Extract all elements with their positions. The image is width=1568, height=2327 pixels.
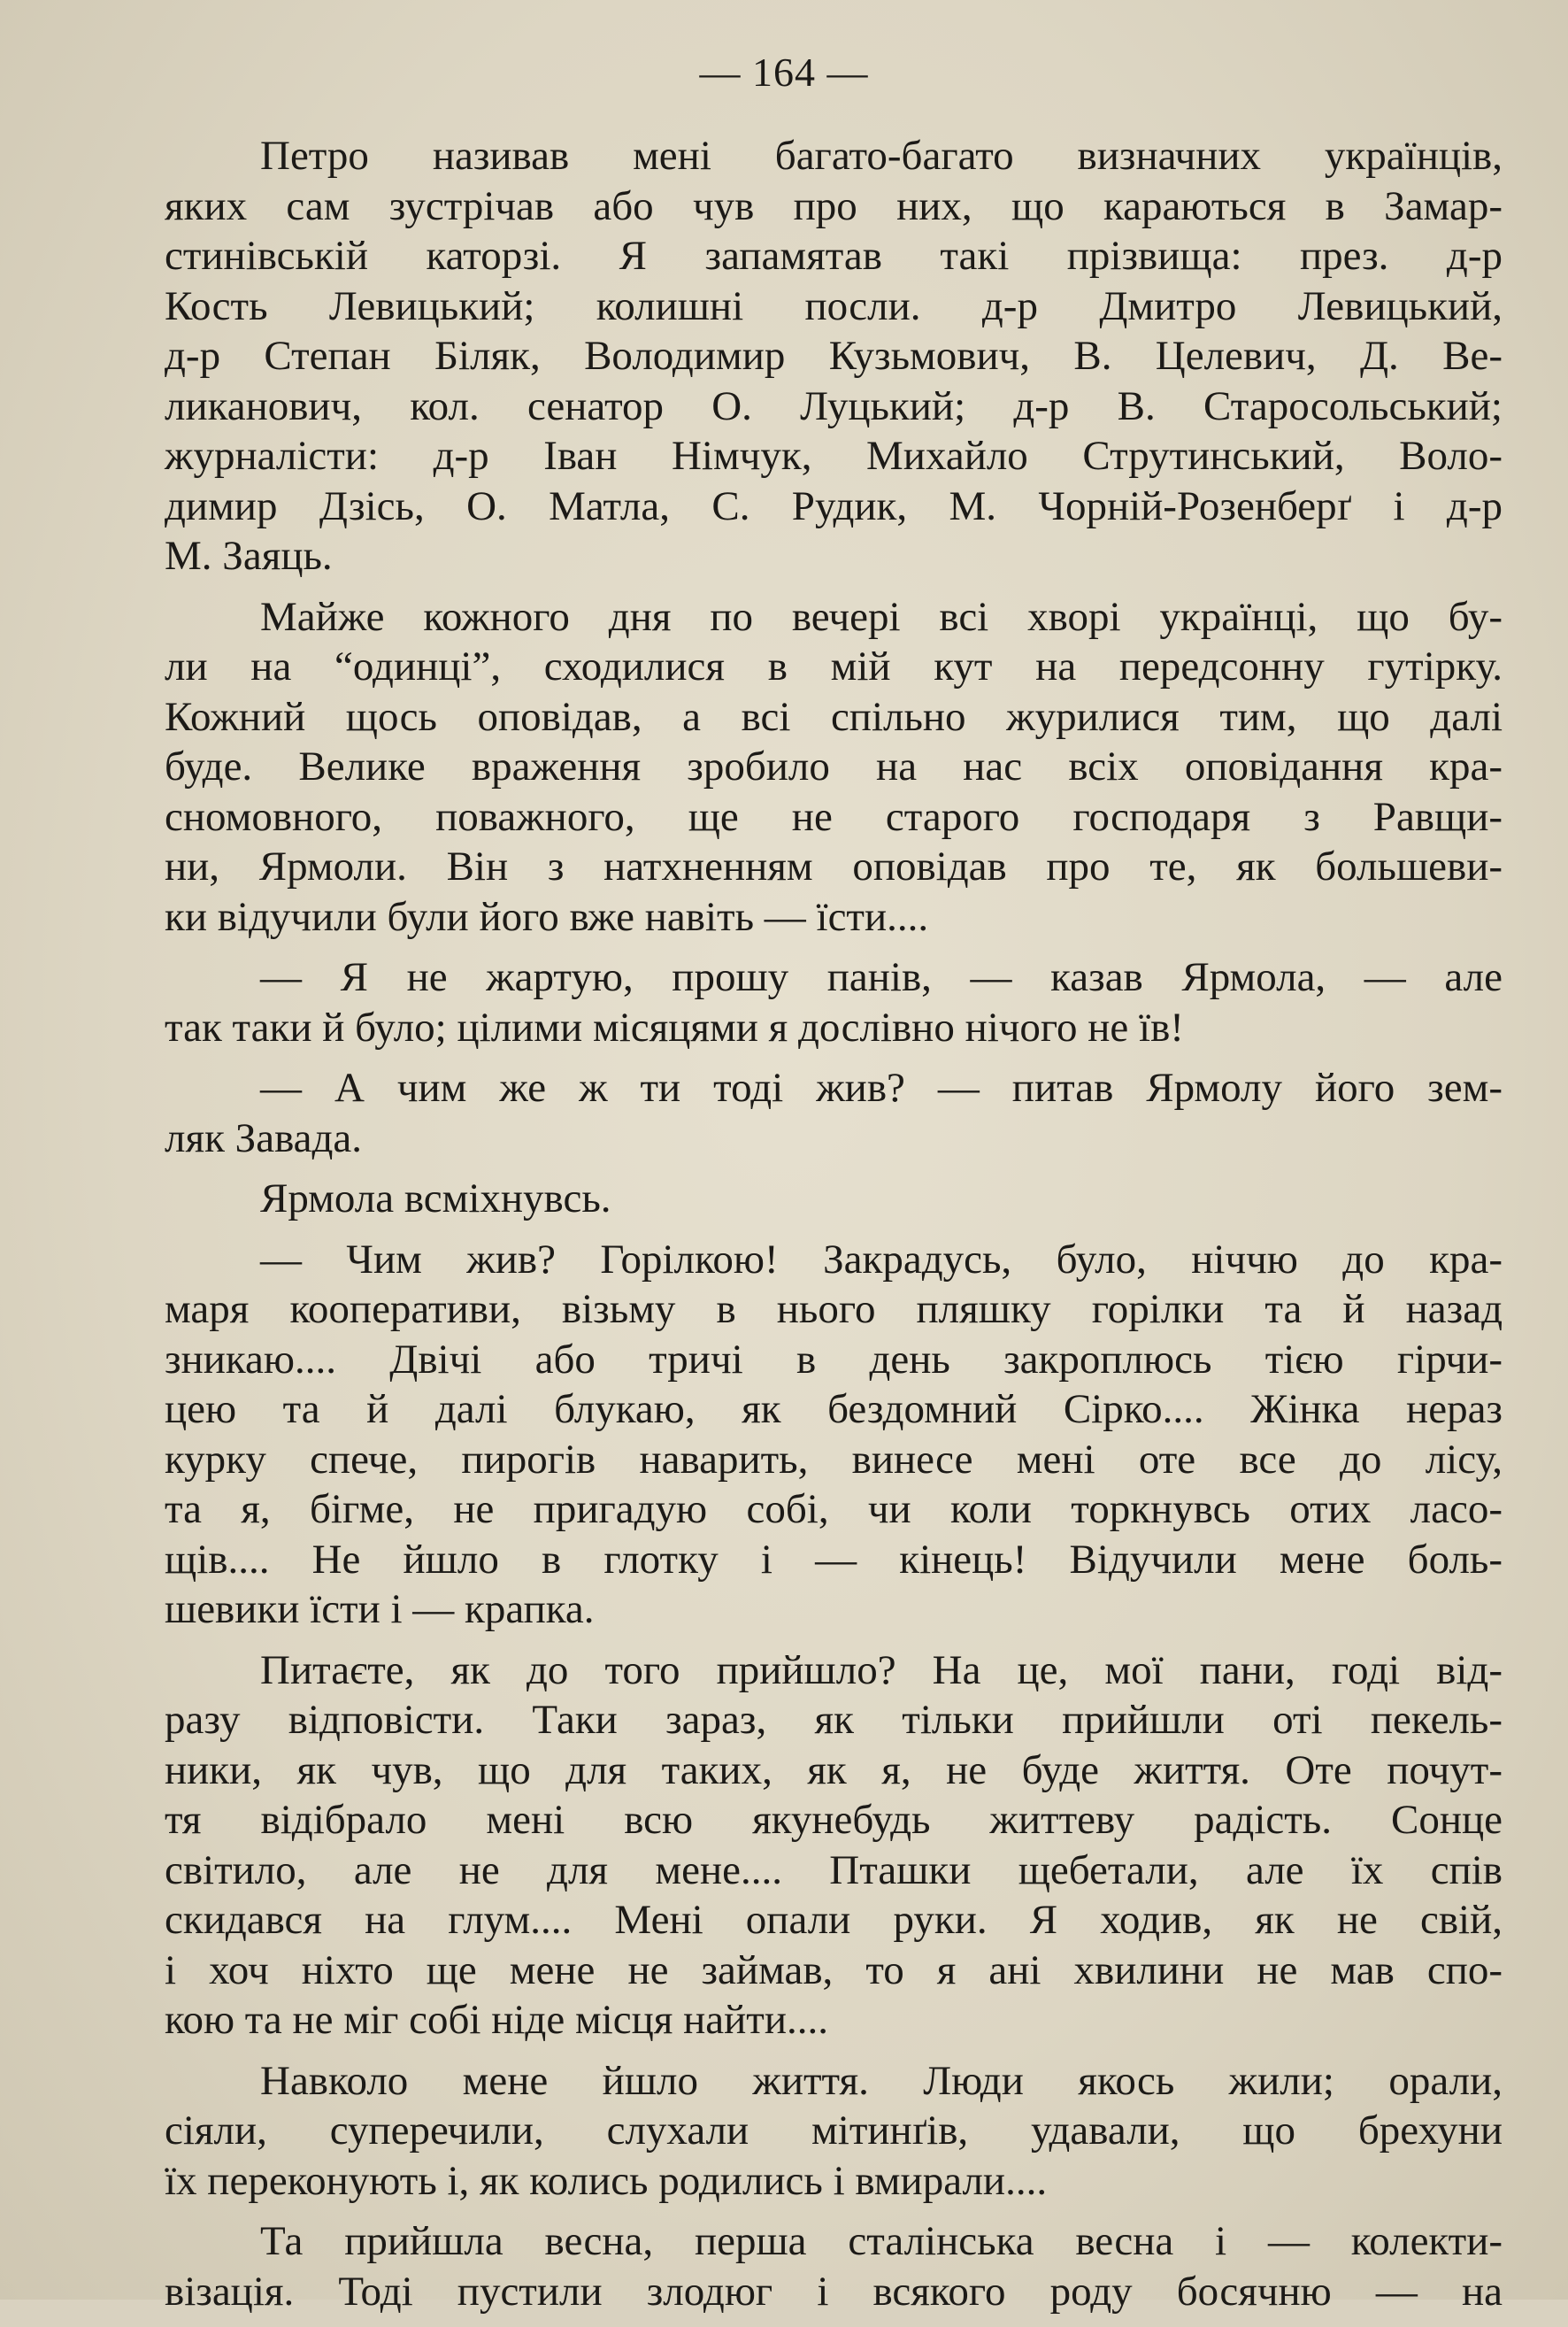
paragraph (165, 952, 1503, 1052)
text-line: сномовного, поважного, ще не старого господаря з Равщи- (165, 793, 1503, 840)
text-line: Кость Левицький; колишні посли. д-р Дмитро Левицький, (165, 282, 1503, 329)
text-line: їх переконують і, як колись родились і вмирали.... (165, 2157, 1048, 2204)
text-line: яких сам зустрічав або чув про них, що караються в Замар- (165, 182, 1503, 229)
text-line: ликанович, кол. сенатор О. Луцький; д-р В. Старосольський; (165, 382, 1503, 429)
text-line: Ярмола всміхнувсь. (260, 1175, 611, 1221)
paragraph (165, 1645, 1503, 2046)
text-line: Та прийшла весна, перша сталінська весна і — колекти- (260, 2218, 1503, 2264)
text-line: — Я не жартую, прошу панів, — казав Ярмола, — але (260, 954, 1503, 1000)
text-line: і хоч ніхто ще мене не займав, то я ані хвилини не мав спо- (165, 1946, 1503, 1993)
text-line: ники, як чув, що для таких, як я, не буде життя. Оте почут- (165, 1746, 1503, 1793)
text-line: разу відповісти. Таки зараз, як тільки прийшли оті пекель- (165, 1697, 1503, 1743)
text-line: ни, Ярмоли. Він з натхненням оповідав про те, як большеви- (165, 844, 1503, 890)
text-line: стинівській каторзі. Я запамятав такі прізвища: през. д-р (165, 233, 1503, 279)
text-line: ляк Завада. (165, 1114, 363, 1161)
text-line: так таки й було; цілими місяцями я дослівно нічого не їв! (165, 1004, 1184, 1051)
text-line: шевики їсти і — крапка. (165, 1586, 595, 1632)
text-line: ли на “одинці”, сходилися в мій кут на передсонну гутірку. (165, 643, 1503, 690)
text-line: М. Заяць. (165, 533, 333, 579)
text-line: — А чим же ж ти тоді жив? — питав Ярмолу його зем- (260, 1065, 1503, 1111)
text-line: сіяли, суперечили, слухали мітинґів, удавали, що брехуни (165, 2107, 1503, 2154)
text-line: цею та й далі блукаю, як бездомний Сірко.... Жінка нераз (165, 1386, 1503, 1432)
text-line: Кожний щось оповідав, а всі спільно журилися тим, що далі (165, 693, 1503, 740)
text-line: курку спече, пирогів наварить, винесе мені оте все до лісу, (165, 1436, 1503, 1483)
paragraph (165, 1174, 1503, 1224)
text-line: скидався на глум.... Мені опали руки. Я ходив, як не свій, (165, 1897, 1503, 1943)
text-line: Майже кожного дня по вечері всі хворі українці, що бу- (260, 593, 1503, 640)
paragraph (165, 2056, 1503, 2207)
text-line: д-р Степан Біляк, Володимир Кузьмович, В. Целевич, Д. Ве- (165, 333, 1503, 379)
paragraph (165, 131, 1503, 582)
text-line: зникаю.... Двічі або тричі в день закроплюсь тією гірчи- (165, 1336, 1503, 1383)
text-line: та я, бігме, не пригадую собі, чи коли торкнувсь отих ласо- (165, 1486, 1503, 1532)
text-line: буде. Велике враження зробило на нас всіх оповідання кра- (165, 744, 1503, 790)
text-line: світило, але не для мене.... Пташки щебетали, але їх спів (165, 1846, 1503, 1893)
text-line: журналісти: д-р Іван Німчук, Михайло Струтинський, Воло- (165, 433, 1503, 479)
paragraph (165, 2216, 1503, 2316)
text-line: — Чим жив? Горілкою! Закрадусь, було, ніччю до кра- (260, 1236, 1503, 1283)
text-line: Питаєте, як до того прийшло? На це, мої пани, годі від- (260, 1646, 1503, 1693)
paragraph (165, 592, 1503, 943)
paragraph (165, 1235, 1503, 1635)
text-line: маря кооперативи, візьму в нього пляшку горілки та й назад (165, 1286, 1503, 1332)
text-line: димир Дзісь, О. Матла, С. Рудик, М. Чорній-Розенберґ і д-р (165, 482, 1503, 529)
text-line: ки відучили були його вже навіть — їсти.... (165, 893, 929, 940)
page-number: — 164 — (699, 50, 869, 95)
paragraph (165, 1063, 1503, 1163)
text-line: візація. Тоді пустили злодюг і всякого роду босячню — на (165, 2268, 1503, 2315)
text-line: Навколо мене йшло життя. Люди якось жили; орали, (260, 2057, 1503, 2104)
text-line: кою та не міг собі ніде місця найти.... (165, 1997, 828, 2043)
text-line: Петро називав мені багато-багато визначних українців, (260, 133, 1503, 179)
text-line: тя відібрало мені всю якунебудь життеву радість. Сонце (165, 1797, 1503, 1843)
body-text (165, 131, 1503, 2327)
text-line: щів.... Не йшло в глотку і — кінець! Відучили мене боль- (165, 1536, 1503, 1583)
